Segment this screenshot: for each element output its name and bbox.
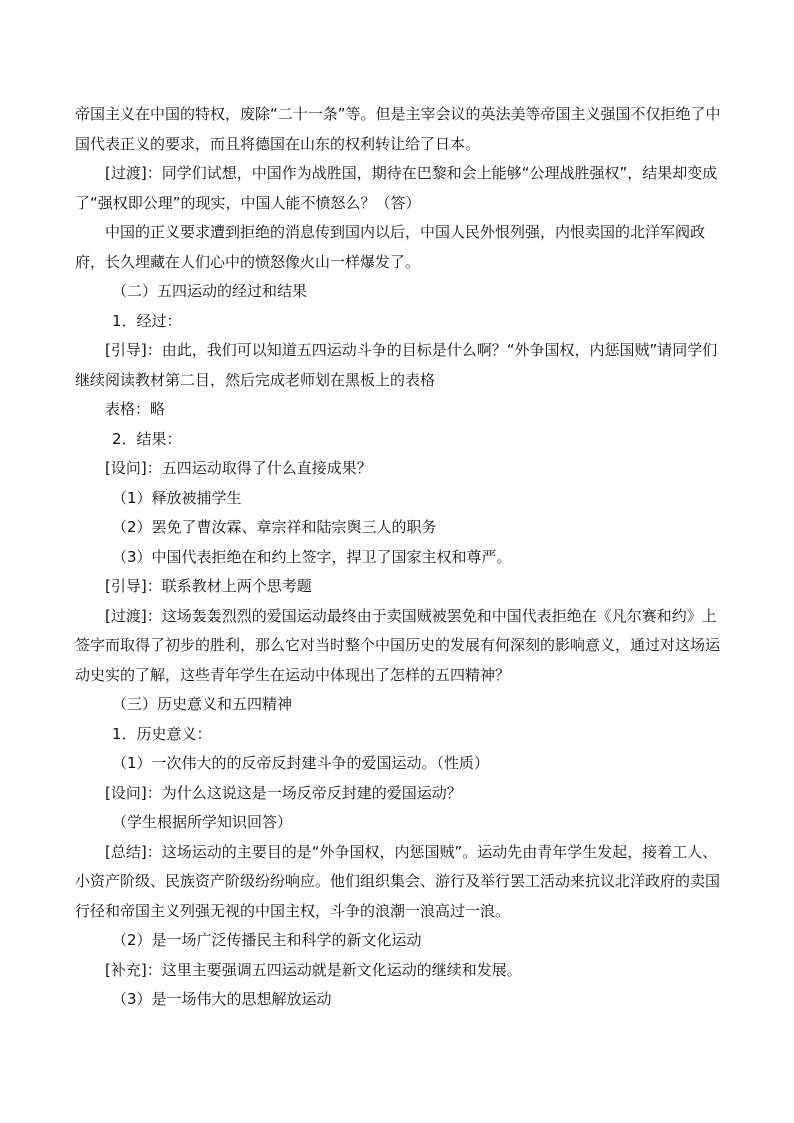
- paragraph-transition-2: [过渡]：这场轰轰烈烈的爱国运动最终由于卖国贼被罢免和中国代表拒绝在《凡尔赛和约》上签字而取得了初步的胜利，那么它对当时整个中国历史的发展有何深刻的影响意义，通过对这场运动史实的了解，这些青年学生在运动中体现出了怎样的五四精神？: [75, 606, 721, 684]
- paragraph-question-1: [设问]：五四运动取得了什么直接成果？: [105, 459, 372, 477]
- paragraph-guide-1: [引导]：由此，我们可以知道五四运动斗争的目标是什么啊？“外争国权，内惩国贼”请同学们继续阅读教材第二目，然后完成老师划在黑板上的表格: [75, 341, 718, 389]
- paragraph-summary: [总结]：这场运动的主要目的是“外争国权，内惩国贼”。运动先由青年学生发起，接着工人、小资产阶级、民族资产阶级纷纷响应。他们组织集会、游行及举行罢工活动来抗议北洋政府的卖国行径和帝国主义列强无视的中国主权，斗争的浪潮一浪高过一浪。: [75, 842, 721, 920]
- paragraph-student-answer: （学生根据所学知识回答）: [112, 813, 293, 831]
- section-heading-2: （二）五四运动的经过和结果: [112, 282, 308, 300]
- document-body: [75, 100, 725, 1015]
- list-item-significance-3: （3）是一场伟大的思想解放运动: [112, 990, 332, 1008]
- subheading-result: 2．结果：: [112, 429, 182, 448]
- subheading-significance: 1．历史意义：: [112, 724, 212, 743]
- paragraph-guide-2: [引导]：联系教材上两个思考题: [105, 577, 312, 595]
- list-item-result-3: （3）中国代表拒绝在和约上签字，捍卫了国家主权和尊严。: [112, 547, 512, 566]
- paragraph-table-note: 表格：略: [105, 400, 166, 418]
- list-item-significance-2: （2）是一场广泛传播民主和科学的新文化运动: [112, 931, 422, 949]
- paragraph-supplement: [补充]：这里主要强调五四运动就是新文化运动的继续和发展。: [105, 960, 522, 979]
- section-heading-3: （三）历史意义和五四精神: [112, 695, 293, 713]
- list-item-significance-1: （1）一次伟大的的反帝反封建斗争的爱国运动。（性质）: [112, 754, 490, 772]
- paragraph-question-2: [设问]：为什么这说这是一场反帝反封建的爱国运动？: [105, 783, 462, 802]
- list-item-result-1: （1）释放被捕学生: [112, 488, 242, 507]
- paragraph-continuation: 帝国主义在中国的特权，废除“二十一条”等。但是主宰会议的英法美等帝国主义强国不仅拒绝了中国代表正义的要求，而且将德国在山东的权利转让给了日本。: [75, 105, 721, 153]
- subheading-process: 1．经过：: [112, 311, 182, 330]
- list-item-result-2: （2）罢免了曹汝霖、章宗祥和陆宗舆三人的职务: [112, 518, 437, 536]
- paragraph-transition-1: [过渡]：同学们试想，中国作为战胜国，期待在巴黎和会上能够“公理战胜强权”，结果却变成了“强权即公理”的现实，中国人能不愤怒么？（答）: [75, 164, 718, 212]
- paragraph-body-1: 中国的正义要求遭到拒绝的消息传到国内以后，中国人民外恨列强，内恨卖国的北洋军阀政府，长久埋藏在人们心中的愤怒像火山一样爆发了。: [75, 223, 706, 271]
